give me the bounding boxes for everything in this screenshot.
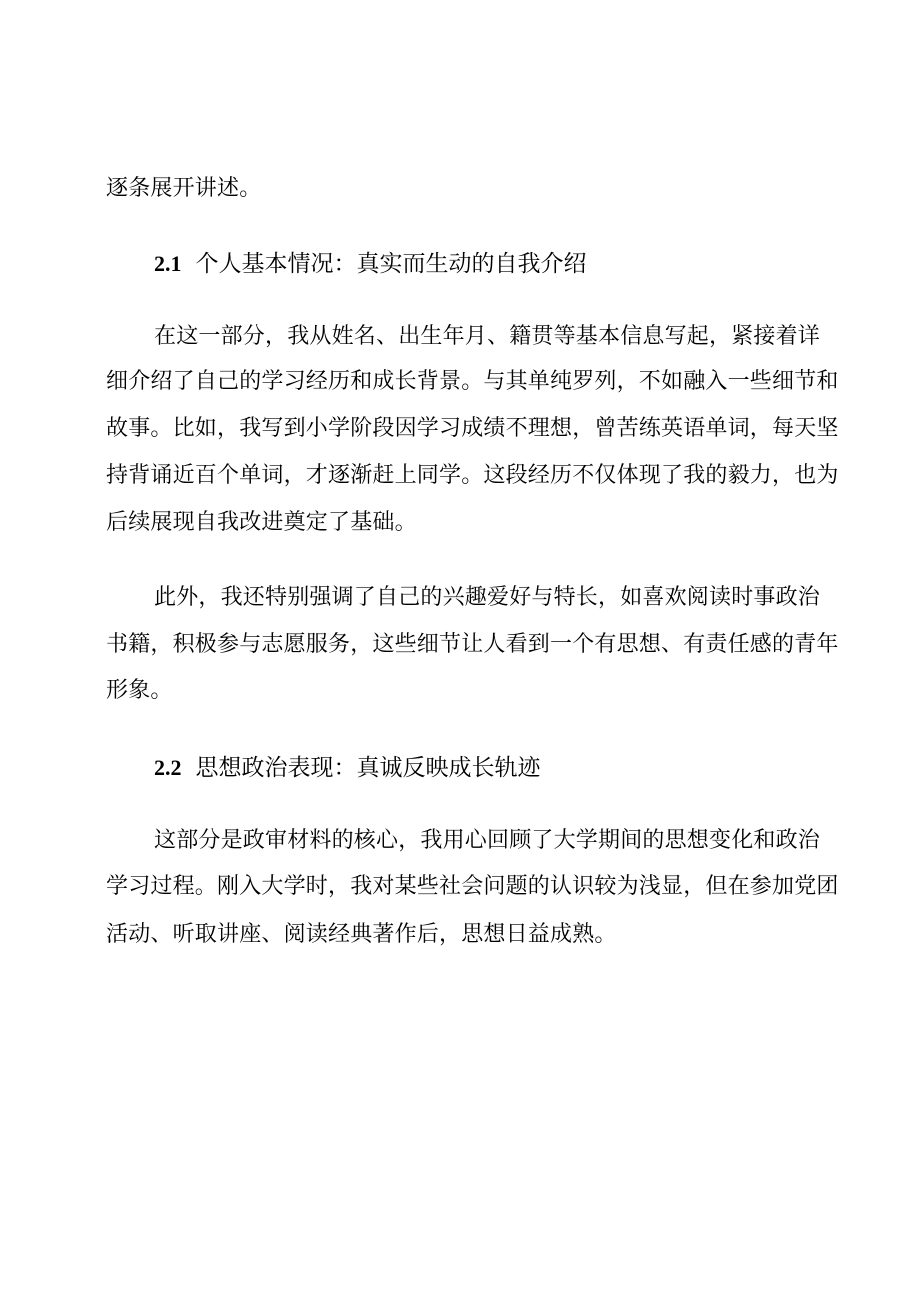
section-2-2-number: 2.2 <box>154 755 182 780</box>
section-2-1-number: 2.1 <box>154 251 182 276</box>
paragraph-line: 学习过程。刚入大学时，我对某些社会问题的认识较为浅显，但在参加党团 <box>106 874 839 899</box>
paragraph-line: 形象。 <box>106 678 173 703</box>
paragraph-line: 故事。比如，我写到小学阶段因学习成绩不理想，曾苦练英语单词，每天坚 <box>106 416 839 441</box>
paragraph-line: 后续展现自我改进奠定了基础。 <box>106 510 417 535</box>
paragraph-line: 此外，我还特别强调了自己的兴趣爱好与特长，如喜欢阅读时事政治 <box>154 585 821 610</box>
paragraph-line: 书籍，积极参与志愿服务，这些细节让人看到一个有思想、有责任感的青年 <box>106 632 839 657</box>
section-2-1-heading <box>154 249 587 279</box>
section-2-1-title: 个人基本情况：真实而生动的自我介绍 <box>195 251 587 277</box>
lead-paragraph-line-1: 逐条展开讲述。 <box>106 176 262 201</box>
section-2-2-title: 思想政治表现：真诚反映成长轨迹 <box>195 755 541 781</box>
paragraph-line: 持背诵近百个单词，才逐渐赶上同学。这段经历不仅体现了我的毅力，也为 <box>106 463 839 488</box>
paragraph-line: 活动、听取讲座、阅读经典著作后，思想日益成熟。 <box>106 922 617 947</box>
paragraph-line: 这部分是政审材料的核心，我用心回顾了大学期间的思想变化和政治 <box>154 828 821 853</box>
paragraph-line: 在这一部分，我从姓名、出生年月、籍贯等基本信息写起，紧接着详 <box>154 324 821 349</box>
section-2-2-heading <box>154 753 541 783</box>
paragraph-line: 细介绍了自己的学习经历和成长背景。与其单纯罗列，不如融入一些细节和 <box>106 369 839 394</box>
